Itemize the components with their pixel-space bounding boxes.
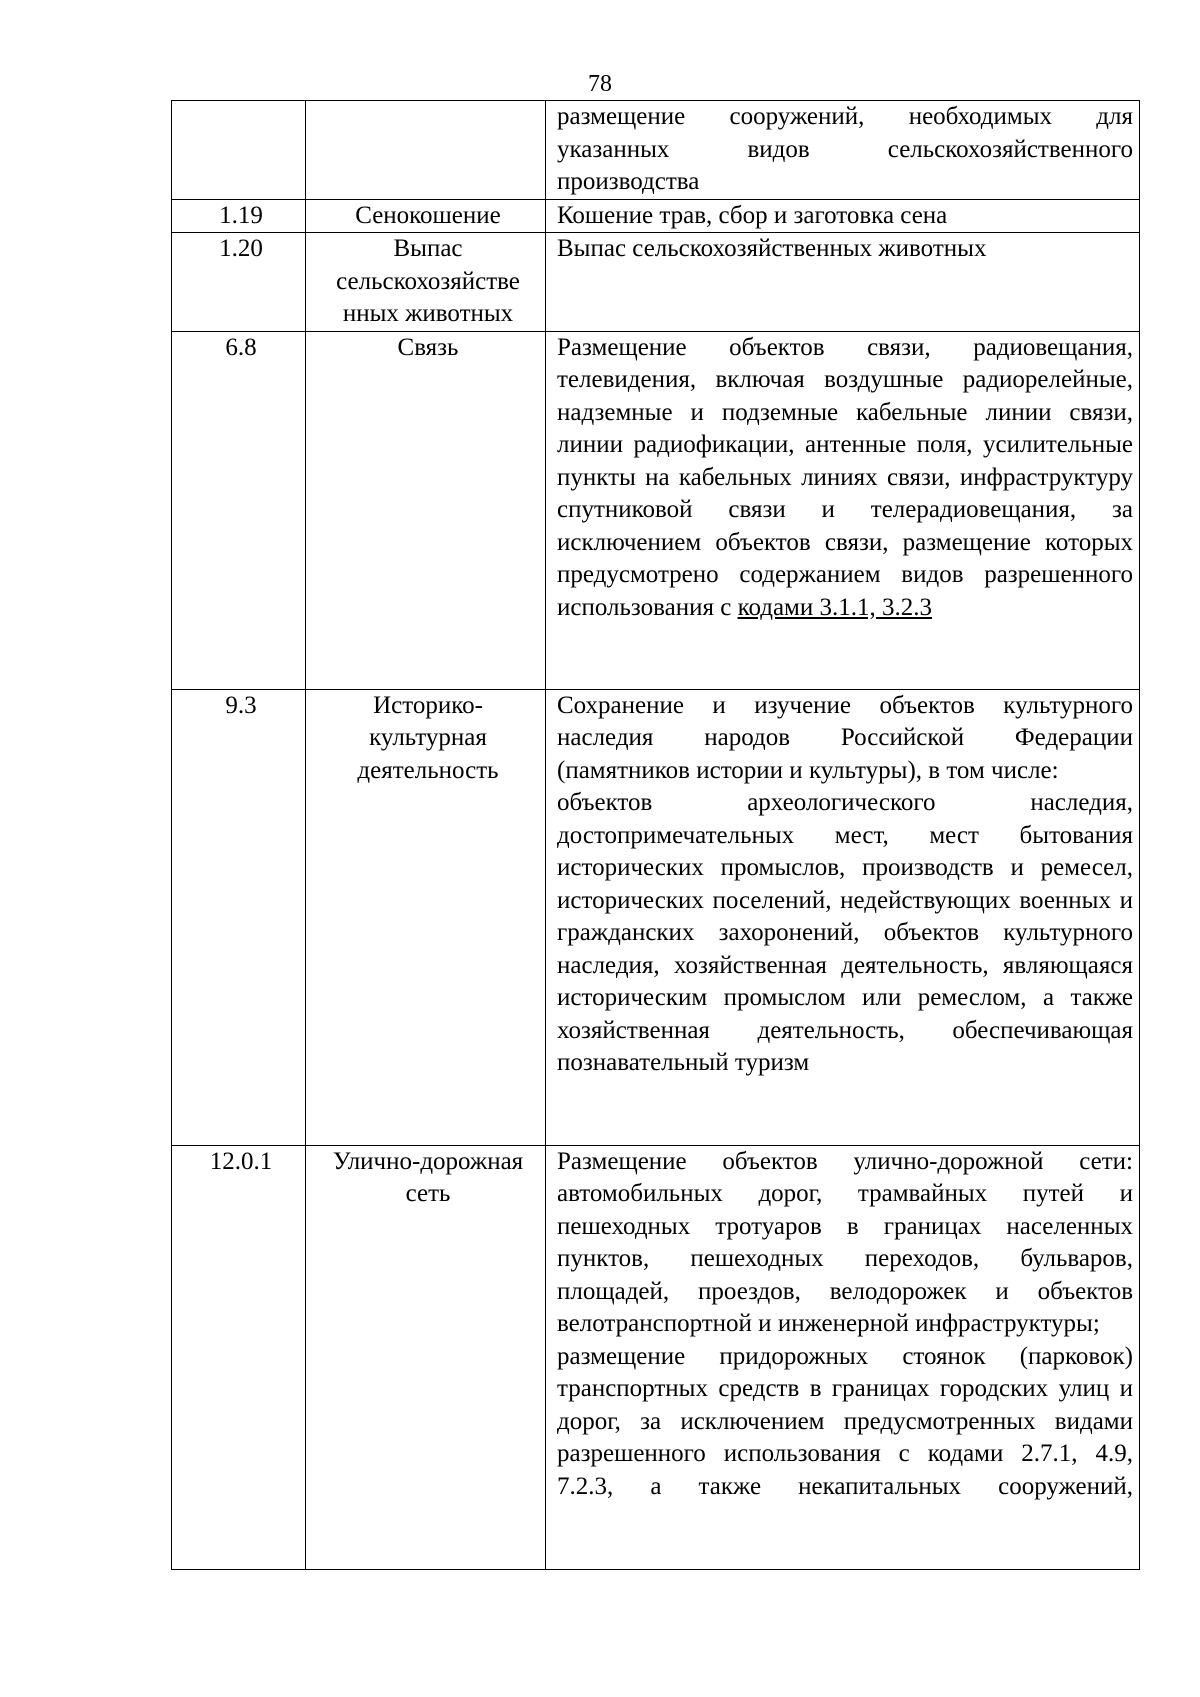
table-row [172,199,1140,233]
table-row [172,331,1140,689]
name-cell: Выпас сельскохозяйстве нных животных [306,233,546,332]
description-paragraph: объектов археологического наследия, достопримечательных мест, мест бытования исторических промыслов, производств и ремесел, исторических поселений, недействующих военных и гражданских захоронений, объектов культурного наследия, хозяйственная деятельность, являющаяся историческим промыслом или ремеслом, а также хозяйственная деятельность, обеспечивающая познавательный туризм [557,789,1133,1076]
code-cell: 12.0.1 [172,1145,306,1569]
description-paragraph [557,332,1133,625]
codes-reference-link[interactable]: кодами 3.1.1, 3.2.3 [737,593,932,621]
description-cell [546,233,1140,332]
description-paragraph: размещение сооружений, необходимых для указанных видов сельскохозяйственного производства [557,103,1133,195]
code-cell: 9.3 [172,689,306,1145]
description-paragraph: Кошение трав, сбор и заготовка сена [557,201,948,229]
description-cell [546,331,1140,689]
land-use-table [171,100,1140,1570]
description-paragraph: Выпас сельскохозяйственных животных [557,235,987,262]
description-cell [546,199,1140,233]
code-cell [172,101,306,200]
name-cell: Улично-дорожная сеть [306,1145,546,1569]
code-cell: 1.20 [172,233,306,332]
table-row [172,233,1140,332]
description-cell [546,1145,1140,1569]
description-cell [546,101,1140,200]
name-cell: Связь [306,331,546,689]
name-cell: Историко-культурная деятельность [306,689,546,1145]
description-cell [546,689,1140,1145]
description-paragraph: Сохранение и изучение объектов культурного наследия народов Российской Федерации (памятников истории и культуры), в том числе: [557,691,1133,784]
code-cell: 6.8 [172,331,306,689]
code-cell: 1.19 [172,199,306,233]
name-cell: Сенокошение [306,199,546,233]
page-number: 78 [588,71,612,97]
description-paragraph: Размещение объектов улично-дорожной сети: автомобильных дорог, трамвайных путей и пешеходных тротуаров в границах населенных пунктов, пешеходных переходов, бульваров, площадей, проездов, велодорожек и объектов велотранспортной и инженерной инфраструктуры; [557,1147,1133,1337]
table-row [172,689,1140,1145]
description-paragraph: размещение придорожных стоянок (парковок) транспортных средств в границах городских улиц и дорог, за исключением предусмотренных видами разрешенного использования с кодами 2.7.1, 4.9, 7.2.3, а также некапитальных сооружений, [557,1342,1133,1500]
table-row [172,101,1140,200]
name-cell [306,101,546,200]
description-text: Размещение объектов связи, радиовещания, телевидения, включая воздушные радиорелейные, надземные и подземные кабельные линии связи, линии радиофикации, антенные поля, усилительные пункты на кабельных линиях связи, инфраструктуру спутниковой связи и телерадиовещания, за исключением объектов связи, размещение которых предусмотрено содержанием видов разрешенного использования с [557,333,1133,621]
table-row [172,1145,1140,1569]
